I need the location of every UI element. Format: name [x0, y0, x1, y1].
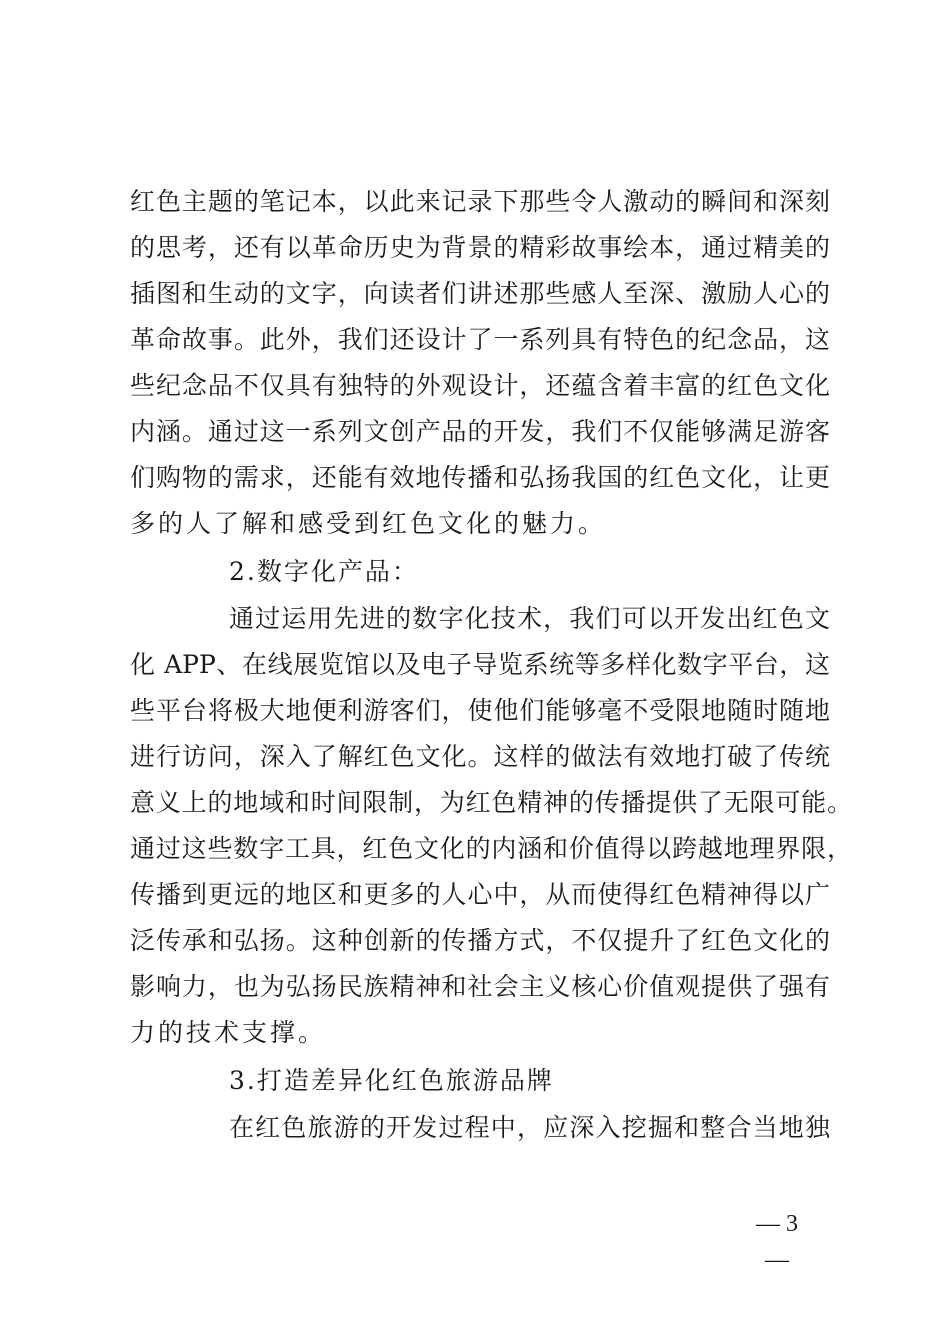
line-text: 化 APP、在线展览馆以及电子导览系统等多样化数字平台，这: [130, 650, 830, 679]
section-heading: [0, 1055, 950, 1107]
line-text: 的思考，还有以革命历史为背景的精彩故事绘本，通过精美的: [130, 233, 830, 262]
body-line: [0, 222, 950, 274]
body-line: [0, 268, 950, 320]
body-line: [0, 176, 950, 228]
body-line: [0, 915, 950, 967]
line-text: 泛传承和弘扬。这种创新的传播方式，不仅提升了红色文化的: [130, 926, 830, 955]
line-text: 影响力，也为弘扬民族精神和社会主义核心价值观提供了强有: [130, 972, 830, 1001]
body-line: [0, 406, 950, 458]
line-text: 进行访问，深入了解红色文化。这样的做法有效地打破了传统: [130, 742, 830, 771]
line-text: 们购物的需求，还能有效地传播和弘扬我国的红色文化，让更: [130, 463, 830, 492]
body-line: [0, 823, 950, 875]
body-line: [0, 961, 950, 1013]
body-line: [0, 639, 950, 691]
line-text: 传播到更远的地区和更多的人心中，从而使得红色精神得以广: [130, 880, 830, 909]
line-text: 红色主题的笔记本，以此来记录下那些令人激动的瞬间和深刻: [130, 187, 830, 216]
section-heading: [0, 546, 950, 598]
line-text: 力的技术支撑。: [130, 1018, 327, 1047]
line-text: 内涵。通过这一系列文创产品的开发，我们不仅能够满足游客: [130, 417, 830, 446]
page-number: — 3 —: [756, 1211, 798, 1273]
body-line: [0, 314, 950, 366]
line-text: 些纪念品不仅具有独特的外观设计，还蕴含着丰富的红色文化: [130, 371, 830, 400]
body-line: [0, 360, 950, 412]
line-text: 在红色旅游的开发过程中，应深入挖掘和整合当地独: [229, 1113, 830, 1142]
line-text: 插图和生动的文字，向读者们讲述那些感人至深、激励人心的: [130, 279, 830, 308]
body-line: [0, 452, 950, 504]
line-text: 革命故事。此外，我们还设计了一系列具有特色的纪念品，这: [130, 325, 830, 354]
body-line: [0, 498, 950, 550]
line-text: 意义上的地域和时间限制，为红色精神的传播提供了无限可能。: [130, 788, 852, 817]
heading-text: 2.数字化产品：: [229, 557, 419, 586]
line-text: 通过这些数字工具，红色文化的内涵和价值得以跨越地理界限，: [130, 834, 852, 863]
line-text: 些平台将极大地便利游客们，使他们能够毫不受限地随时随地: [130, 696, 830, 725]
line-text: 多的人了解和感受到红色文化的魅力。: [130, 509, 607, 538]
body-line: [0, 777, 950, 829]
line-text: 通过运用先进的数字化技术，我们可以开发出红色文: [229, 604, 830, 633]
body-line: [0, 1102, 950, 1154]
body-line: [0, 1007, 950, 1059]
body-line: [0, 593, 950, 645]
heading-text: 3.打造差异化红色旅游品牌: [229, 1066, 554, 1095]
body-line: [0, 685, 950, 737]
body-line: [0, 731, 950, 783]
body-line: [0, 869, 950, 921]
